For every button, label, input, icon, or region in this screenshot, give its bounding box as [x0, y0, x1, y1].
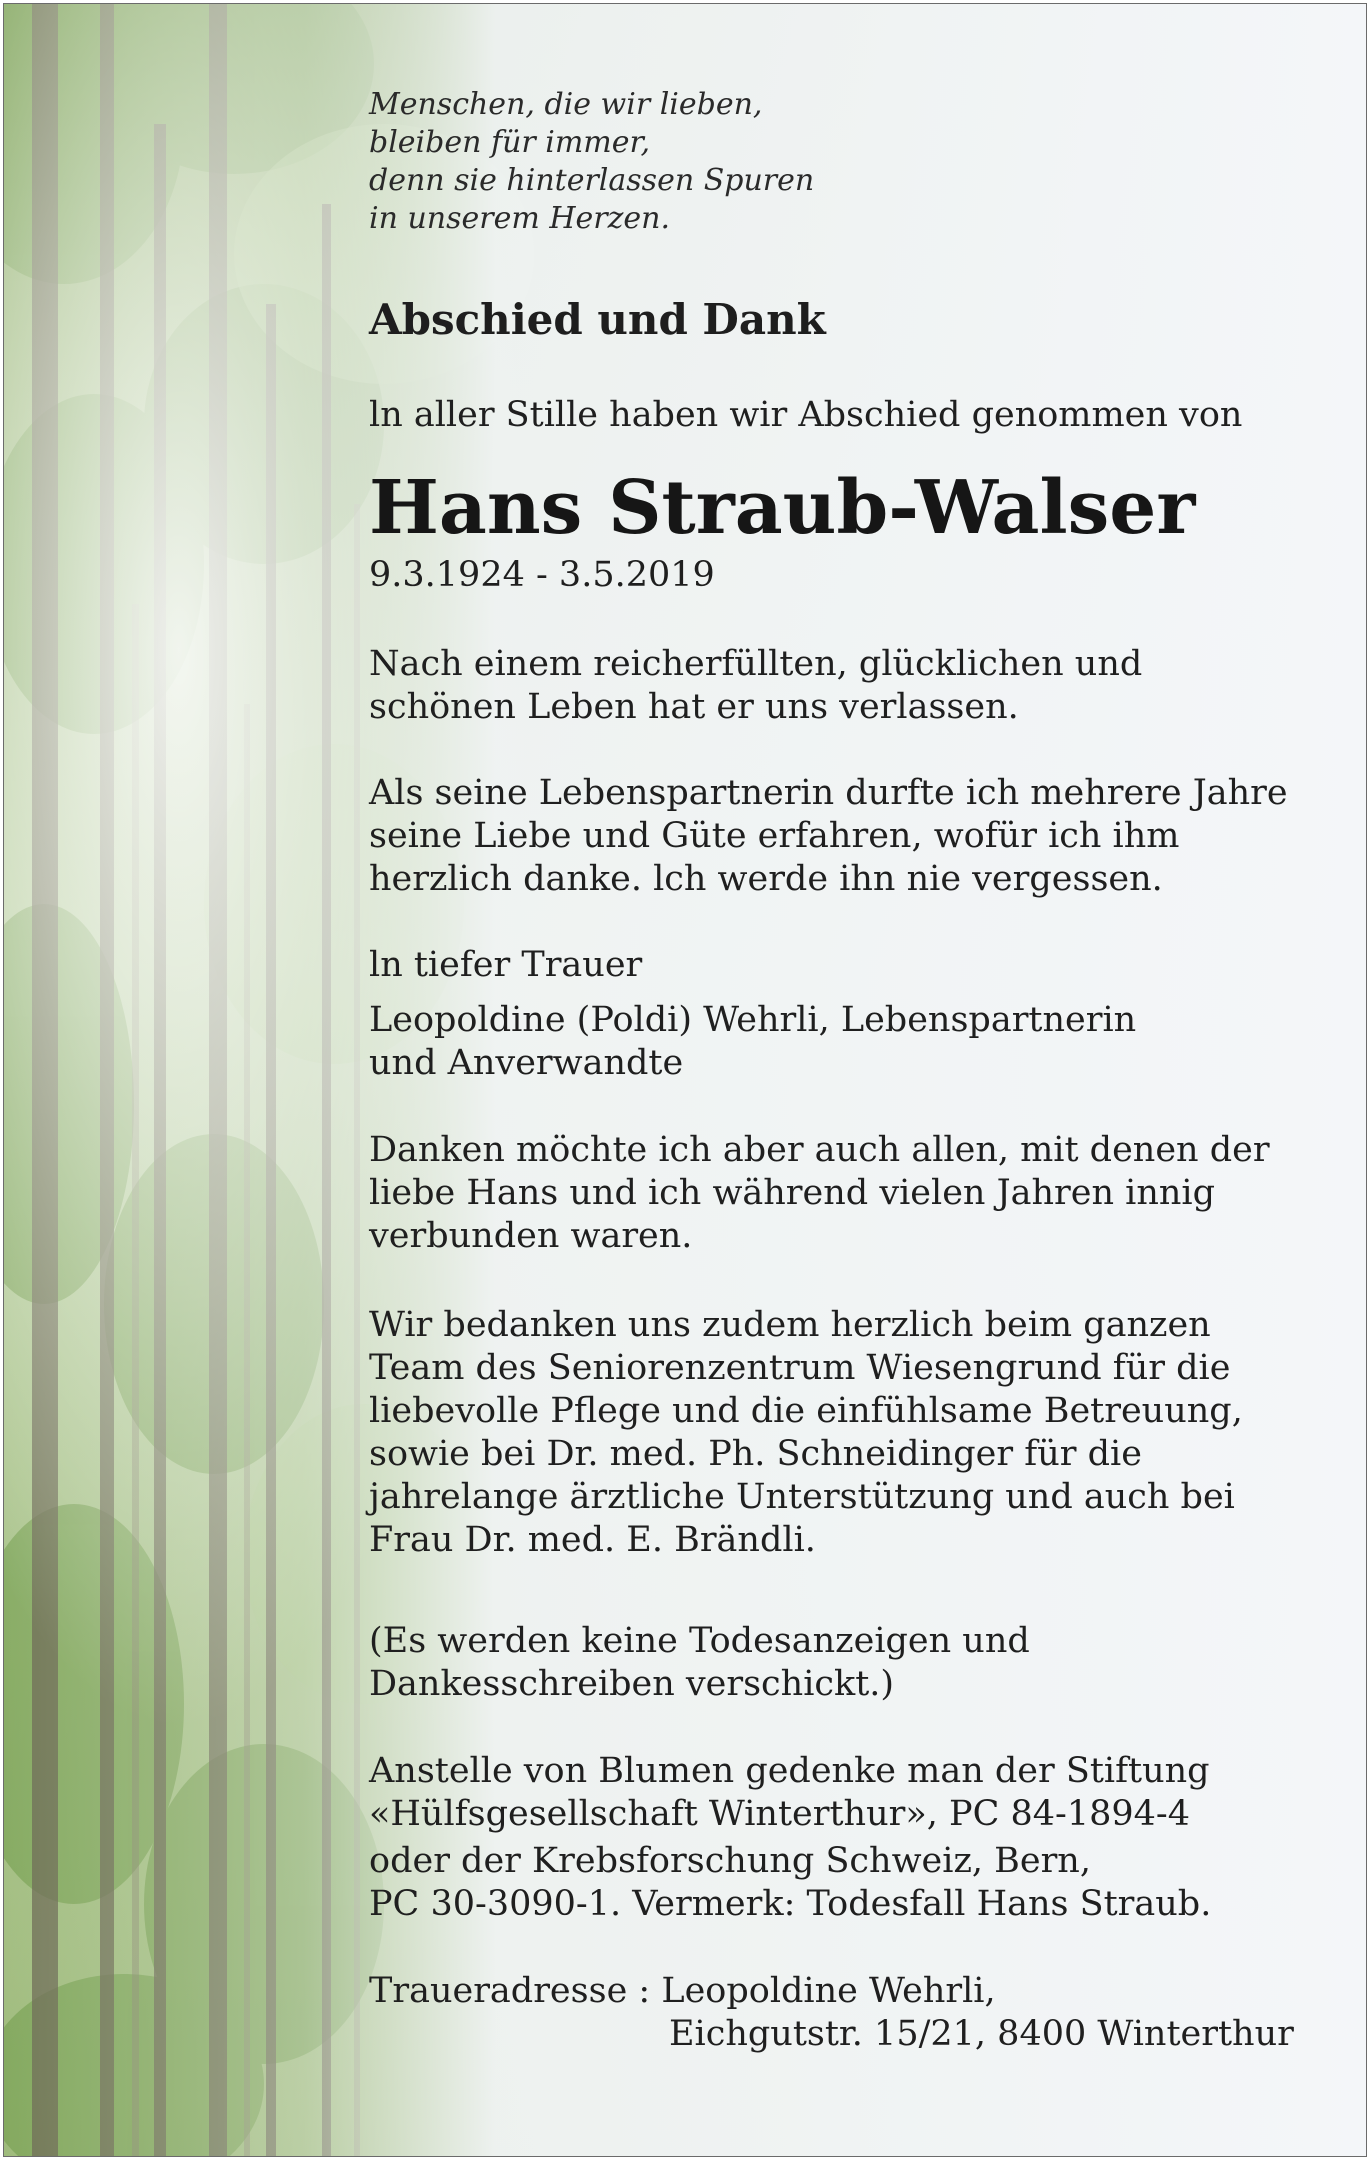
intro-text: ln aller Stille haben wir Abschied genommen von — [369, 395, 1243, 435]
text-line: und Anverwandte — [369, 1043, 684, 1083]
text-line: liebevolle Pflege und die einfühlsame Betreuung, — [369, 1391, 1243, 1431]
text-line: schönen Leben hat er uns verlassen. — [369, 687, 1019, 727]
poem-line: in unserem Herzen. — [369, 201, 670, 236]
heading: Abschied und Dank — [369, 295, 826, 344]
text-line: jahrelange ärztliche Unterstützung und auch bei — [369, 1477, 1235, 1517]
text-line: liebe Hans und ich während vielen Jahren innig — [369, 1173, 1215, 1213]
text-line: Team des Seniorenzentrum Wiesengrund für die — [369, 1348, 1231, 1388]
poem-line: denn sie hinterlassen Spuren — [369, 163, 815, 198]
donation-info — [369, 1750, 1349, 1836]
text-line: Anstelle von Blumen gedenke man der Stiftung — [369, 1751, 1210, 1791]
mourning-address — [369, 1970, 1349, 2056]
donation-info-alt — [369, 1840, 1349, 1926]
text-line: «Hülfsgesellschaft Winterthur», PC 84-1894-4 — [369, 1794, 1191, 1834]
text-line: PC 30-3090-1. Vermerk: Todesfall Hans Straub. — [369, 1884, 1212, 1924]
mourning-intro: ln tiefer Trauer — [369, 945, 643, 985]
paragraph-life — [369, 643, 1349, 729]
text-line: (Es werden keine Todesanzeigen und — [369, 1621, 1030, 1661]
deceased-name: Hans Straub-Walser — [369, 465, 1196, 551]
poem-line: bleiben für immer, — [369, 125, 651, 160]
mourners — [369, 999, 1349, 1085]
text-line: herzlich danke. lch werde ihn nie vergessen. — [369, 859, 1163, 899]
obituary-card — [3, 3, 1367, 2157]
text-line: Danken möchte ich aber auch allen, mit denen der — [369, 1130, 1270, 1170]
text-line: oder der Krebsforschung Schweiz, Bern, — [369, 1841, 1091, 1881]
life-dates: 9.3.1924 - 3.5.2019 — [369, 555, 715, 595]
obituary-text — [369, 86, 1349, 2056]
paragraph-notice — [369, 1620, 1349, 1706]
text-line: seine Liebe und Güte erfahren, wofür ich ihm — [369, 816, 1180, 856]
text-line: sowie bei Dr. med. Ph. Schneidinger für die — [369, 1434, 1142, 1474]
paragraph-partner — [369, 772, 1349, 901]
poem-line: Menschen, die wir lieben, — [369, 87, 763, 122]
paragraph-thanks-care — [369, 1304, 1349, 1562]
address-line: Eichgutstr. 15/21, 8400 Winterthur — [669, 2014, 1294, 2054]
text-line: Leopoldine (Poldi) Wehrli, Lebenspartnerin — [369, 1000, 1137, 1040]
paragraph-thanks-all — [369, 1129, 1349, 1258]
text-line: Als seine Lebenspartnerin durfte ich mehrere Jahre — [369, 773, 1288, 813]
text-line: Frau Dr. med. E. Brändli. — [369, 1520, 816, 1560]
text-line: Dankesschreiben verschickt.) — [369, 1664, 895, 1704]
poem — [369, 86, 1349, 238]
text-line: Wir bedanken uns zudem herzlich beim ganzen — [369, 1305, 1211, 1345]
address-line: Traueradresse : Leopoldine Wehrli, — [369, 1971, 996, 2011]
text-line: verbunden waren. — [369, 1216, 693, 1256]
text-line: Nach einem reicherfüllten, glücklichen und — [369, 644, 1143, 684]
